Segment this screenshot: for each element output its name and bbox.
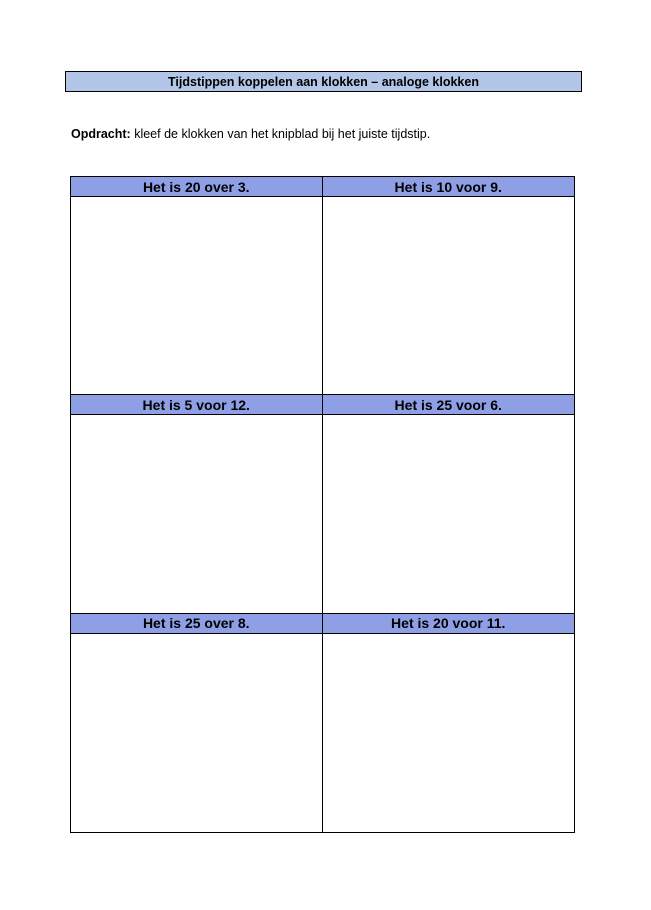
clock-paste-area xyxy=(323,634,575,832)
clock-cell xyxy=(323,614,575,832)
clock-table xyxy=(70,176,575,833)
clock-paste-area xyxy=(71,634,322,832)
clock-cell xyxy=(71,614,323,832)
clock-paste-area xyxy=(323,415,575,612)
clock-cell xyxy=(323,395,575,613)
clock-cell-header: Het is 25 over 8. xyxy=(71,614,322,634)
clock-cell-header: Het is 25 voor 6. xyxy=(323,395,575,415)
instruction xyxy=(71,127,430,141)
clock-cell-header: Het is 10 voor 9. xyxy=(323,177,575,197)
clock-paste-area xyxy=(71,197,322,394)
page-title-text: Tijdstippen koppelen aan klokken – analoge klokken xyxy=(168,74,479,89)
clock-paste-area xyxy=(71,415,322,612)
clock-cell xyxy=(71,395,323,613)
page-title xyxy=(65,71,582,92)
clock-cell-header: Het is 20 over 3. xyxy=(71,177,322,197)
instruction-text: kleef de klokken van het knipblad bij het juiste tijdstip. xyxy=(130,127,431,141)
clock-paste-area xyxy=(323,197,575,394)
clock-cell-header: Het is 20 voor 11. xyxy=(323,614,575,634)
clock-cell xyxy=(323,177,575,395)
clock-cell xyxy=(71,177,323,395)
clock-cell-header: Het is 5 voor 12. xyxy=(71,395,322,415)
instruction-label: Opdracht: xyxy=(71,127,131,141)
